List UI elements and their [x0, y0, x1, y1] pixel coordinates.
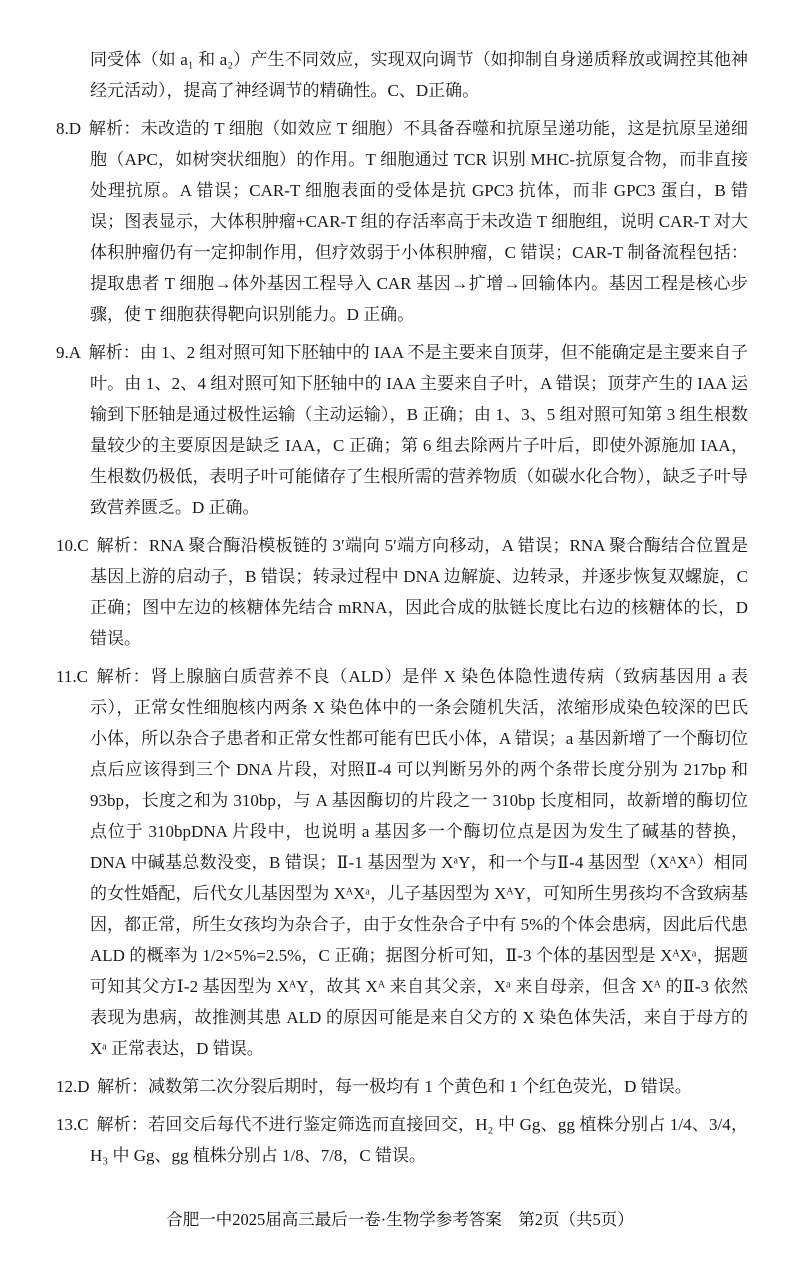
answer-item-13: [56, 1109, 748, 1171]
answer-item-10: [56, 530, 748, 654]
question-number-11: 11.C: [56, 667, 88, 686]
paragraph-text: 解析：肾上腺脑白质营养不良（ALD）是伴 X 染色体隐性遗传病（致病基因用 a 表示），正常女性细胞核内两条 X 染色体中的一条会随机失活，浓缩形成染色较深的巴氏小体，所以杂合子患者和正常女性都可能有巴氏小体，A 错误；a 基因新增了一个酶切位点后应该得到三个 DNA 片段，对照Ⅱ-4 可以判断另外的两个条带长度分别为 217bp 和 93bp，长度之和为 310bp，与 A 基因酶切的片段之一 310bp 长度相同，故新增的酶切位点位于 310bpDNA 片段中，也说明 a 基因多一个酶切位点是因为发生了碱基的替换，DNA 中碱基总数没变，B 错误；Ⅱ-1 基因型为 XᵃY，和一个与Ⅱ-4 基因型（XᴬXᴬ）相同的女性婚配，后代女儿基因型为 XᴬXᵃ，儿子基因型为 XᴬY，可知所生男孩均不含致病基因，都正常，所生女孩均为杂合子，由于女性杂合子中有 5%的个体会患病，因此后代患 ALD 的概率为 1/2×5%=2.5%，C 正确；据图分析可知，Ⅱ-3 个体的基因型是 XᴬXᵃ，据题可知其父方Ⅰ-2 基因型为 XᴬY，故其 Xᴬ 来自其父亲，Xᵃ 来自母亲，但含 Xᴬ 的Ⅱ-3 依然表现为患病，故推测其患 ALD 的原因可能是来自父方的 X 染色体失活，来自于母方的 Xᵃ 正常表达，D 错误。: [90, 667, 748, 1058]
answer-continuation-7: [56, 44, 748, 106]
answer-item-12: [56, 1071, 748, 1102]
answer-item-9: [56, 337, 748, 523]
paragraph-text: 同受体（如 a₁ 和 a₂）产生不同效应，实现双向调节（如抑制自身递质释放或调控其他神经元活动），提高了神经调节的精确性。C、D正确。: [90, 50, 748, 100]
answer-content: [56, 44, 748, 1178]
question-number-8: 8.D: [56, 119, 82, 138]
paragraph-text: 解析：RNA 聚合酶沿模板链的 3′端向 5′端方向移动，A 错误；RNA 聚合酶结合位置是基因上游的启动子，B 错误；转录过程中 DNA 边解旋、边转录，并逐步恢复双螺旋，C 正确；图中左边的核糖体先结合 mRNA，因此合成的肽链长度比右边的核糖体的长，D 错误。: [90, 536, 748, 648]
answer-item-11: [56, 661, 748, 1064]
footer-text: 合肥一中2025届高三最后一卷·生物学参考答案 第2页（共5页）: [166, 1210, 634, 1229]
question-number-12: 12.D: [56, 1077, 90, 1096]
paragraph-text: 解析：由 1、2 组对照可知下胚轴中的 IAA 不是主要来自顶芽，但不能确定是主要来自子叶。由 1、2、4 组对照可知下胚轴中的 IAA 主要来自子叶，A 错误；顶芽产生的 IAA 运输到下胚轴是通过极性运输（主动运输），B 正确；由 1、3、5 组对照可知第 3 组生根数量较少的主要原因是缺乏 IAA，C 正确；第 6 组去除两片子叶后，即使外源施加 IAA，生根数仍极低，表明子叶可能储存了生根所需的营养物质（如碳水化合物），缺乏子叶导致营养匮乏。D 正确。: [88, 343, 748, 517]
answer-item-8: [56, 113, 748, 330]
question-number-9: 9.A: [56, 343, 82, 362]
paragraph-text: 解析：若回交后每代不进行鉴定筛选而直接回交，H₂ 中 Gg、gg 植株分别占 1/4、3/4，H₃ 中 Gg、gg 植株分别占 1/8、7/8，C 错误。: [90, 1115, 748, 1165]
paragraph-text: 解析：减数第二次分裂后期时，每一极均有 1 个黄色和 1 个红色荧光，D 错误。: [97, 1077, 692, 1096]
question-number-13: 13.C: [56, 1115, 89, 1134]
page-footer: [0, 1206, 800, 1230]
question-number-10: 10.C: [56, 536, 89, 555]
paragraph-text: 解析：未改造的 T 细胞（如效应 T 细胞）不具备吞噬和抗原呈递功能，这是抗原呈递细胞（APC，如树突状细胞）的作用。T 细胞通过 TCR 识别 MHC-抗原复合物，而非直接处理抗原。A 错误；CAR-T 细胞表面的受体是抗 GPC3 抗体，而非 GPC3 蛋白，B 错误；图表显示，大体积肿瘤+CAR-T 组的存活率高于未改造 T 细胞组，说明 CAR-T 对大体积肿瘤仍有一定抑制作用，但疗效弱于小体积肿瘤，C 错误；CAR-T 制备流程包括：提取患者 T 细胞→体外基因工程导入 CAR 基因→扩增→回输体内。基因工程是核心步骤，使 T 细胞获得靶向识别能力。D 正确。: [88, 119, 748, 324]
